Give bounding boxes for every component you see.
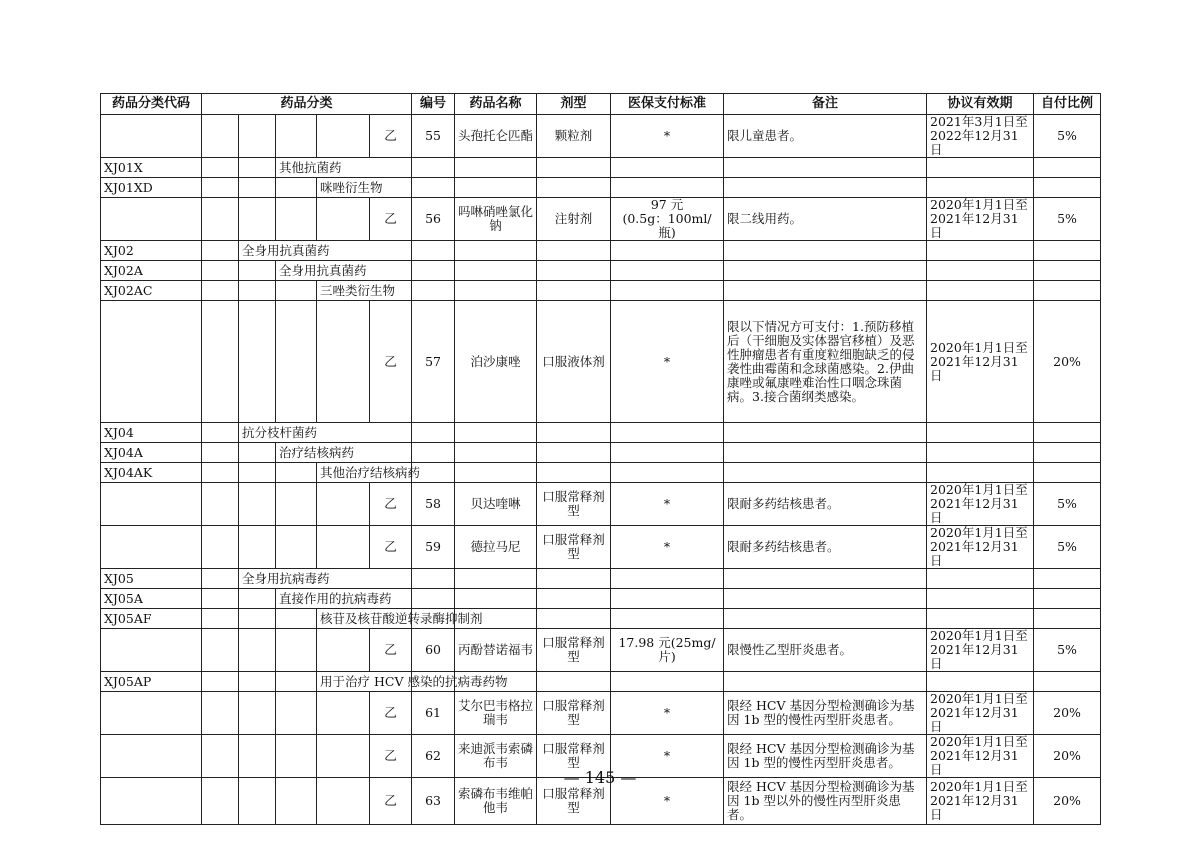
remark-cell: 限经 HCV 基因分型检测确诊为基因 1b 型的慢性丙型肝炎患者。 — [724, 692, 927, 735]
number-cell: 55 — [412, 115, 455, 158]
level-cell — [202, 178, 239, 198]
level-cell — [276, 483, 317, 526]
dosage-form-cell: 注射剂 — [537, 198, 611, 241]
empty-cell — [537, 178, 611, 198]
level-cell — [317, 115, 370, 158]
self-pay-ratio-cell: 20% — [1034, 778, 1101, 825]
category-cell: 乙 — [370, 198, 412, 241]
empty-cell — [455, 463, 537, 483]
empty-cell — [1034, 178, 1101, 198]
validity-cell: 2020年1月1日至2021年12月31日 — [927, 198, 1034, 241]
code-cell: XJ05A — [101, 589, 202, 609]
class-row — [101, 463, 1101, 483]
empty-cell — [1034, 158, 1101, 178]
header-validity: 协议有效期 — [927, 94, 1034, 115]
code-cell: XJ04 — [101, 423, 202, 443]
empty-cell — [927, 463, 1034, 483]
empty-cell — [611, 609, 724, 629]
class-row — [101, 589, 1101, 609]
number-cell: 56 — [412, 198, 455, 241]
code-cell: XJ04A — [101, 443, 202, 463]
empty-cell — [927, 241, 1034, 261]
header-remark: 备注 — [724, 94, 927, 115]
dosage-form-cell: 口服常释剂型 — [537, 692, 611, 735]
drug-name-cell: 吗啉硝唑氯化钠 — [455, 198, 537, 241]
validity-cell: 2020年1月1日至2021年12月31日 — [927, 526, 1034, 569]
level-cell — [239, 483, 276, 526]
empty-cell — [724, 261, 927, 281]
level-cell — [202, 483, 239, 526]
header-dosage-form: 剂型 — [537, 94, 611, 115]
payment-standard-cell: 97 元 (0.5g：100ml/瓶) — [611, 198, 724, 241]
empty-cell — [724, 423, 927, 443]
empty-cell — [927, 158, 1034, 178]
remark-cell: 限以下情况方可支付：1.预防移植后（干细胞及实体器官移植）及恶性肿瘤患者有重度粒细胞缺乏的侵袭性曲霉菌和念球菌感染。2.伊曲康唑或氟康唑难治性口咽念珠菌病。3.接合菌纲类感染。 — [724, 301, 927, 423]
self-pay-ratio-cell: 20% — [1034, 735, 1101, 778]
empty-cell — [611, 281, 724, 301]
payment-standard-cell: * — [611, 483, 724, 526]
number-cell: 57 — [412, 301, 455, 423]
class-row — [101, 672, 1101, 692]
category-cell: 乙 — [370, 692, 412, 735]
level-cell — [202, 443, 239, 463]
payment-standard-cell: * — [611, 735, 724, 778]
number-cell: 60 — [412, 629, 455, 672]
empty-cell — [611, 569, 724, 589]
level-cell — [317, 198, 370, 241]
empty-cell — [537, 589, 611, 609]
empty-cell — [724, 569, 927, 589]
self-pay-ratio-cell: 20% — [1034, 301, 1101, 423]
level-cell — [239, 526, 276, 569]
validity-cell: 2021年3月1日至2022年12月31日 — [927, 115, 1034, 158]
drug-name-cell: 来迪派韦索磷布韦 — [455, 735, 537, 778]
empty-cell — [611, 589, 724, 609]
level-cell — [317, 301, 370, 423]
self-pay-ratio-cell: 5% — [1034, 115, 1101, 158]
category-label: 治疗结核病药 — [276, 443, 412, 463]
level-cell — [317, 526, 370, 569]
dosage-form-cell: 口服常释剂型 — [537, 735, 611, 778]
level-cell — [202, 423, 239, 443]
empty-cell — [537, 443, 611, 463]
drug-row — [101, 526, 1101, 569]
empty-cell — [927, 423, 1034, 443]
empty-cell — [1034, 261, 1101, 281]
level-cell — [317, 692, 370, 735]
remark-cell: 限二线用药。 — [724, 198, 927, 241]
dosage-form-cell: 口服常释剂型 — [537, 483, 611, 526]
empty-cell — [1034, 672, 1101, 692]
level-cell — [202, 692, 239, 735]
header-code: 药品分类代码 — [101, 94, 202, 115]
level-cell — [239, 198, 276, 241]
empty-cell — [1034, 609, 1101, 629]
level-cell — [276, 526, 317, 569]
level-cell — [239, 672, 276, 692]
level-cell — [317, 483, 370, 526]
level-cell — [239, 629, 276, 672]
code-cell: XJ05AP — [101, 672, 202, 692]
code-cell: XJ02AC — [101, 281, 202, 301]
dosage-form-cell: 口服常释剂型 — [537, 526, 611, 569]
empty-cell — [724, 241, 927, 261]
empty-cell — [927, 261, 1034, 281]
class-row — [101, 281, 1101, 301]
empty-cell — [412, 261, 455, 281]
self-pay-ratio-cell: 5% — [1034, 526, 1101, 569]
table-body — [101, 115, 1101, 825]
level-cell — [202, 281, 239, 301]
empty-cell — [611, 178, 724, 198]
category-cell: 乙 — [370, 735, 412, 778]
payment-standard-cell: * — [611, 301, 724, 423]
code-cell: XJ05 — [101, 569, 202, 589]
level-cell — [239, 158, 276, 178]
level-cell — [202, 609, 239, 629]
drug-row — [101, 692, 1101, 735]
level-cell — [202, 526, 239, 569]
number-cell: 58 — [412, 483, 455, 526]
level-cell — [239, 178, 276, 198]
category-label: 用于治疗 HCV 感染的抗病毒药物 — [317, 672, 412, 692]
empty-cell — [927, 443, 1034, 463]
empty-cell — [455, 281, 537, 301]
drug-row — [101, 301, 1101, 423]
level-cell — [276, 692, 317, 735]
code-cell — [101, 115, 202, 158]
empty-cell — [537, 569, 611, 589]
category-label: 全身用抗真菌药 — [276, 261, 412, 281]
empty-cell — [412, 443, 455, 463]
empty-cell — [724, 443, 927, 463]
code-cell — [101, 526, 202, 569]
remark-cell: 限耐多药结核患者。 — [724, 526, 927, 569]
code-cell — [101, 692, 202, 735]
drug-name-cell: 贝达喹啉 — [455, 483, 537, 526]
category-cell: 乙 — [370, 115, 412, 158]
empty-cell — [724, 281, 927, 301]
level-cell — [276, 198, 317, 241]
category-label: 其他治疗结核病药 — [317, 463, 412, 483]
empty-cell — [455, 443, 537, 463]
level-cell — [239, 261, 276, 281]
number-cell: 63 — [412, 778, 455, 825]
self-pay-ratio-cell: 5% — [1034, 629, 1101, 672]
code-cell: XJ04AK — [101, 463, 202, 483]
empty-cell — [412, 423, 455, 443]
header-number: 编号 — [412, 94, 455, 115]
level-cell — [202, 301, 239, 423]
level-cell — [276, 301, 317, 423]
drug-name-cell: 德拉马尼 — [455, 526, 537, 569]
code-cell — [101, 629, 202, 672]
level-cell — [276, 463, 317, 483]
category-cell: 乙 — [370, 301, 412, 423]
remark-cell: 限经 HCV 基因分型检测确诊为基因 1b 型的慢性丙型肝炎患者。 — [724, 735, 927, 778]
empty-cell — [927, 672, 1034, 692]
empty-cell — [455, 178, 537, 198]
level-cell — [202, 672, 239, 692]
empty-cell — [455, 261, 537, 281]
empty-cell — [724, 463, 927, 483]
drug-row — [101, 198, 1101, 241]
empty-cell — [412, 589, 455, 609]
level-cell — [202, 569, 239, 589]
remark-cell: 限儿童患者。 — [724, 115, 927, 158]
empty-cell — [455, 241, 537, 261]
drug-catalog-table — [100, 93, 1101, 825]
remark-cell: 限耐多药结核患者。 — [724, 483, 927, 526]
level-cell — [202, 158, 239, 178]
empty-cell — [611, 241, 724, 261]
level-cell — [239, 692, 276, 735]
empty-cell — [412, 178, 455, 198]
drug-row — [101, 115, 1101, 158]
empty-cell — [611, 672, 724, 692]
payment-standard-cell: 17.98 元(25mg/片) — [611, 629, 724, 672]
validity-cell: 2020年1月1日至2021年12月31日 — [927, 735, 1034, 778]
self-pay-ratio-cell: 5% — [1034, 483, 1101, 526]
self-pay-ratio-cell: 5% — [1034, 198, 1101, 241]
level-cell — [317, 629, 370, 672]
level-cell — [239, 589, 276, 609]
empty-cell — [412, 241, 455, 261]
category-cell: 乙 — [370, 483, 412, 526]
empty-cell — [537, 261, 611, 281]
empty-cell — [455, 589, 537, 609]
level-cell — [276, 281, 317, 301]
empty-cell — [412, 158, 455, 178]
header-self-pay-ratio: 自付比例 — [1034, 94, 1101, 115]
number-cell: 61 — [412, 692, 455, 735]
payment-standard-cell: * — [611, 778, 724, 825]
empty-cell — [611, 423, 724, 443]
empty-cell — [537, 463, 611, 483]
empty-cell — [412, 281, 455, 301]
level-cell — [202, 115, 239, 158]
category-cell: 乙 — [370, 778, 412, 825]
code-cell: XJ05AF — [101, 609, 202, 629]
empty-cell — [455, 423, 537, 443]
category-cell: 乙 — [370, 629, 412, 672]
empty-cell — [1034, 589, 1101, 609]
level-cell — [276, 672, 317, 692]
code-cell: XJ01X — [101, 158, 202, 178]
validity-cell: 2020年1月1日至2021年12月31日 — [927, 629, 1034, 672]
empty-cell — [724, 589, 927, 609]
empty-cell — [412, 569, 455, 589]
empty-cell — [455, 569, 537, 589]
empty-cell — [537, 281, 611, 301]
validity-cell: 2020年1月1日至2021年12月31日 — [927, 483, 1034, 526]
header-category: 药品分类 — [202, 94, 412, 115]
empty-cell — [611, 261, 724, 281]
category-label: 直接作用的抗病毒药 — [276, 589, 412, 609]
level-cell — [202, 589, 239, 609]
empty-cell — [724, 609, 927, 629]
empty-cell — [537, 609, 611, 629]
validity-cell: 2020年1月1日至2021年12月31日 — [927, 301, 1034, 423]
empty-cell — [927, 569, 1034, 589]
level-cell — [276, 115, 317, 158]
dosage-form-cell: 颗粒剂 — [537, 115, 611, 158]
level-cell — [202, 198, 239, 241]
level-cell — [239, 281, 276, 301]
empty-cell — [1034, 569, 1101, 589]
empty-cell — [611, 463, 724, 483]
drug-row — [101, 629, 1101, 672]
remark-cell: 限慢性乙型肝炎患者。 — [724, 629, 927, 672]
empty-cell — [1034, 443, 1101, 463]
empty-cell — [537, 423, 611, 443]
payment-standard-cell: * — [611, 692, 724, 735]
drug-name-cell: 头孢托仑匹酯 — [455, 115, 537, 158]
level-cell — [202, 261, 239, 281]
empty-cell — [611, 158, 724, 178]
empty-cell — [927, 589, 1034, 609]
code-cell — [101, 198, 202, 241]
self-pay-ratio-cell: 20% — [1034, 692, 1101, 735]
category-label: 三唑类衍生物 — [317, 281, 412, 301]
payment-standard-cell: * — [611, 115, 724, 158]
dosage-form-cell: 口服液体剂 — [537, 301, 611, 423]
empty-cell — [927, 178, 1034, 198]
category-label: 抗分枝杆菌药 — [239, 423, 412, 443]
class-row — [101, 609, 1101, 629]
category-label: 核苷及核苷酸逆转录酶抑制剂 — [317, 609, 412, 629]
code-cell — [101, 301, 202, 423]
header-row — [101, 94, 1101, 115]
level-cell — [276, 609, 317, 629]
level-cell — [239, 443, 276, 463]
number-cell: 62 — [412, 735, 455, 778]
empty-cell — [927, 609, 1034, 629]
validity-cell: 2020年1月1日至2021年12月31日 — [927, 778, 1034, 825]
class-row — [101, 569, 1101, 589]
dosage-form-cell: 口服常释剂型 — [537, 629, 611, 672]
class-row — [101, 423, 1101, 443]
empty-cell — [1034, 463, 1101, 483]
code-cell: XJ02A — [101, 261, 202, 281]
level-cell — [276, 629, 317, 672]
header-drug-name: 药品名称 — [455, 94, 537, 115]
class-row — [101, 443, 1101, 463]
payment-standard-cell: * — [611, 526, 724, 569]
class-row — [101, 241, 1101, 261]
empty-cell — [537, 672, 611, 692]
level-cell — [239, 609, 276, 629]
category-cell: 乙 — [370, 526, 412, 569]
level-cell — [202, 463, 239, 483]
level-cell — [202, 241, 239, 261]
level-cell — [239, 115, 276, 158]
code-cell: XJ02 — [101, 241, 202, 261]
class-row — [101, 178, 1101, 198]
drug-row — [101, 483, 1101, 526]
empty-cell — [611, 443, 724, 463]
class-row — [101, 261, 1101, 281]
drug-name-cell: 索磷布韦维帕他韦 — [455, 778, 537, 825]
drug-name-cell: 丙酚替诺福韦 — [455, 629, 537, 672]
empty-cell — [537, 241, 611, 261]
category-label: 咪唑衍生物 — [317, 178, 412, 198]
drug-name-cell: 艾尔巴韦格拉瑞韦 — [455, 692, 537, 735]
page-number: — 145 — — [563, 768, 637, 787]
empty-cell — [1034, 281, 1101, 301]
category-label: 全身用抗病毒药 — [239, 569, 412, 589]
remark-cell: 限经 HCV 基因分型检测确诊为基因 1b 型以外的慢性丙型肝炎患者。 — [724, 778, 927, 825]
class-row — [101, 158, 1101, 178]
category-label: 其他抗菌药 — [276, 158, 412, 178]
header-payment-standard: 医保支付标准 — [611, 94, 724, 115]
level-cell — [239, 463, 276, 483]
level-cell — [202, 629, 239, 672]
drug-name-cell: 泊沙康唑 — [455, 301, 537, 423]
empty-cell — [927, 281, 1034, 301]
code-cell: XJ01XD — [101, 178, 202, 198]
level-cell — [276, 178, 317, 198]
empty-cell — [724, 158, 927, 178]
empty-cell — [537, 158, 611, 178]
empty-cell — [455, 158, 537, 178]
empty-cell — [1034, 241, 1101, 261]
code-cell — [101, 483, 202, 526]
empty-cell — [1034, 423, 1101, 443]
dosage-form-cell: 口服常释剂型 — [537, 778, 611, 825]
number-cell: 59 — [412, 526, 455, 569]
validity-cell: 2020年1月1日至2021年12月31日 — [927, 692, 1034, 735]
empty-cell — [724, 178, 927, 198]
level-cell — [239, 301, 276, 423]
category-label: 全身用抗真菌药 — [239, 241, 412, 261]
empty-cell — [724, 672, 927, 692]
